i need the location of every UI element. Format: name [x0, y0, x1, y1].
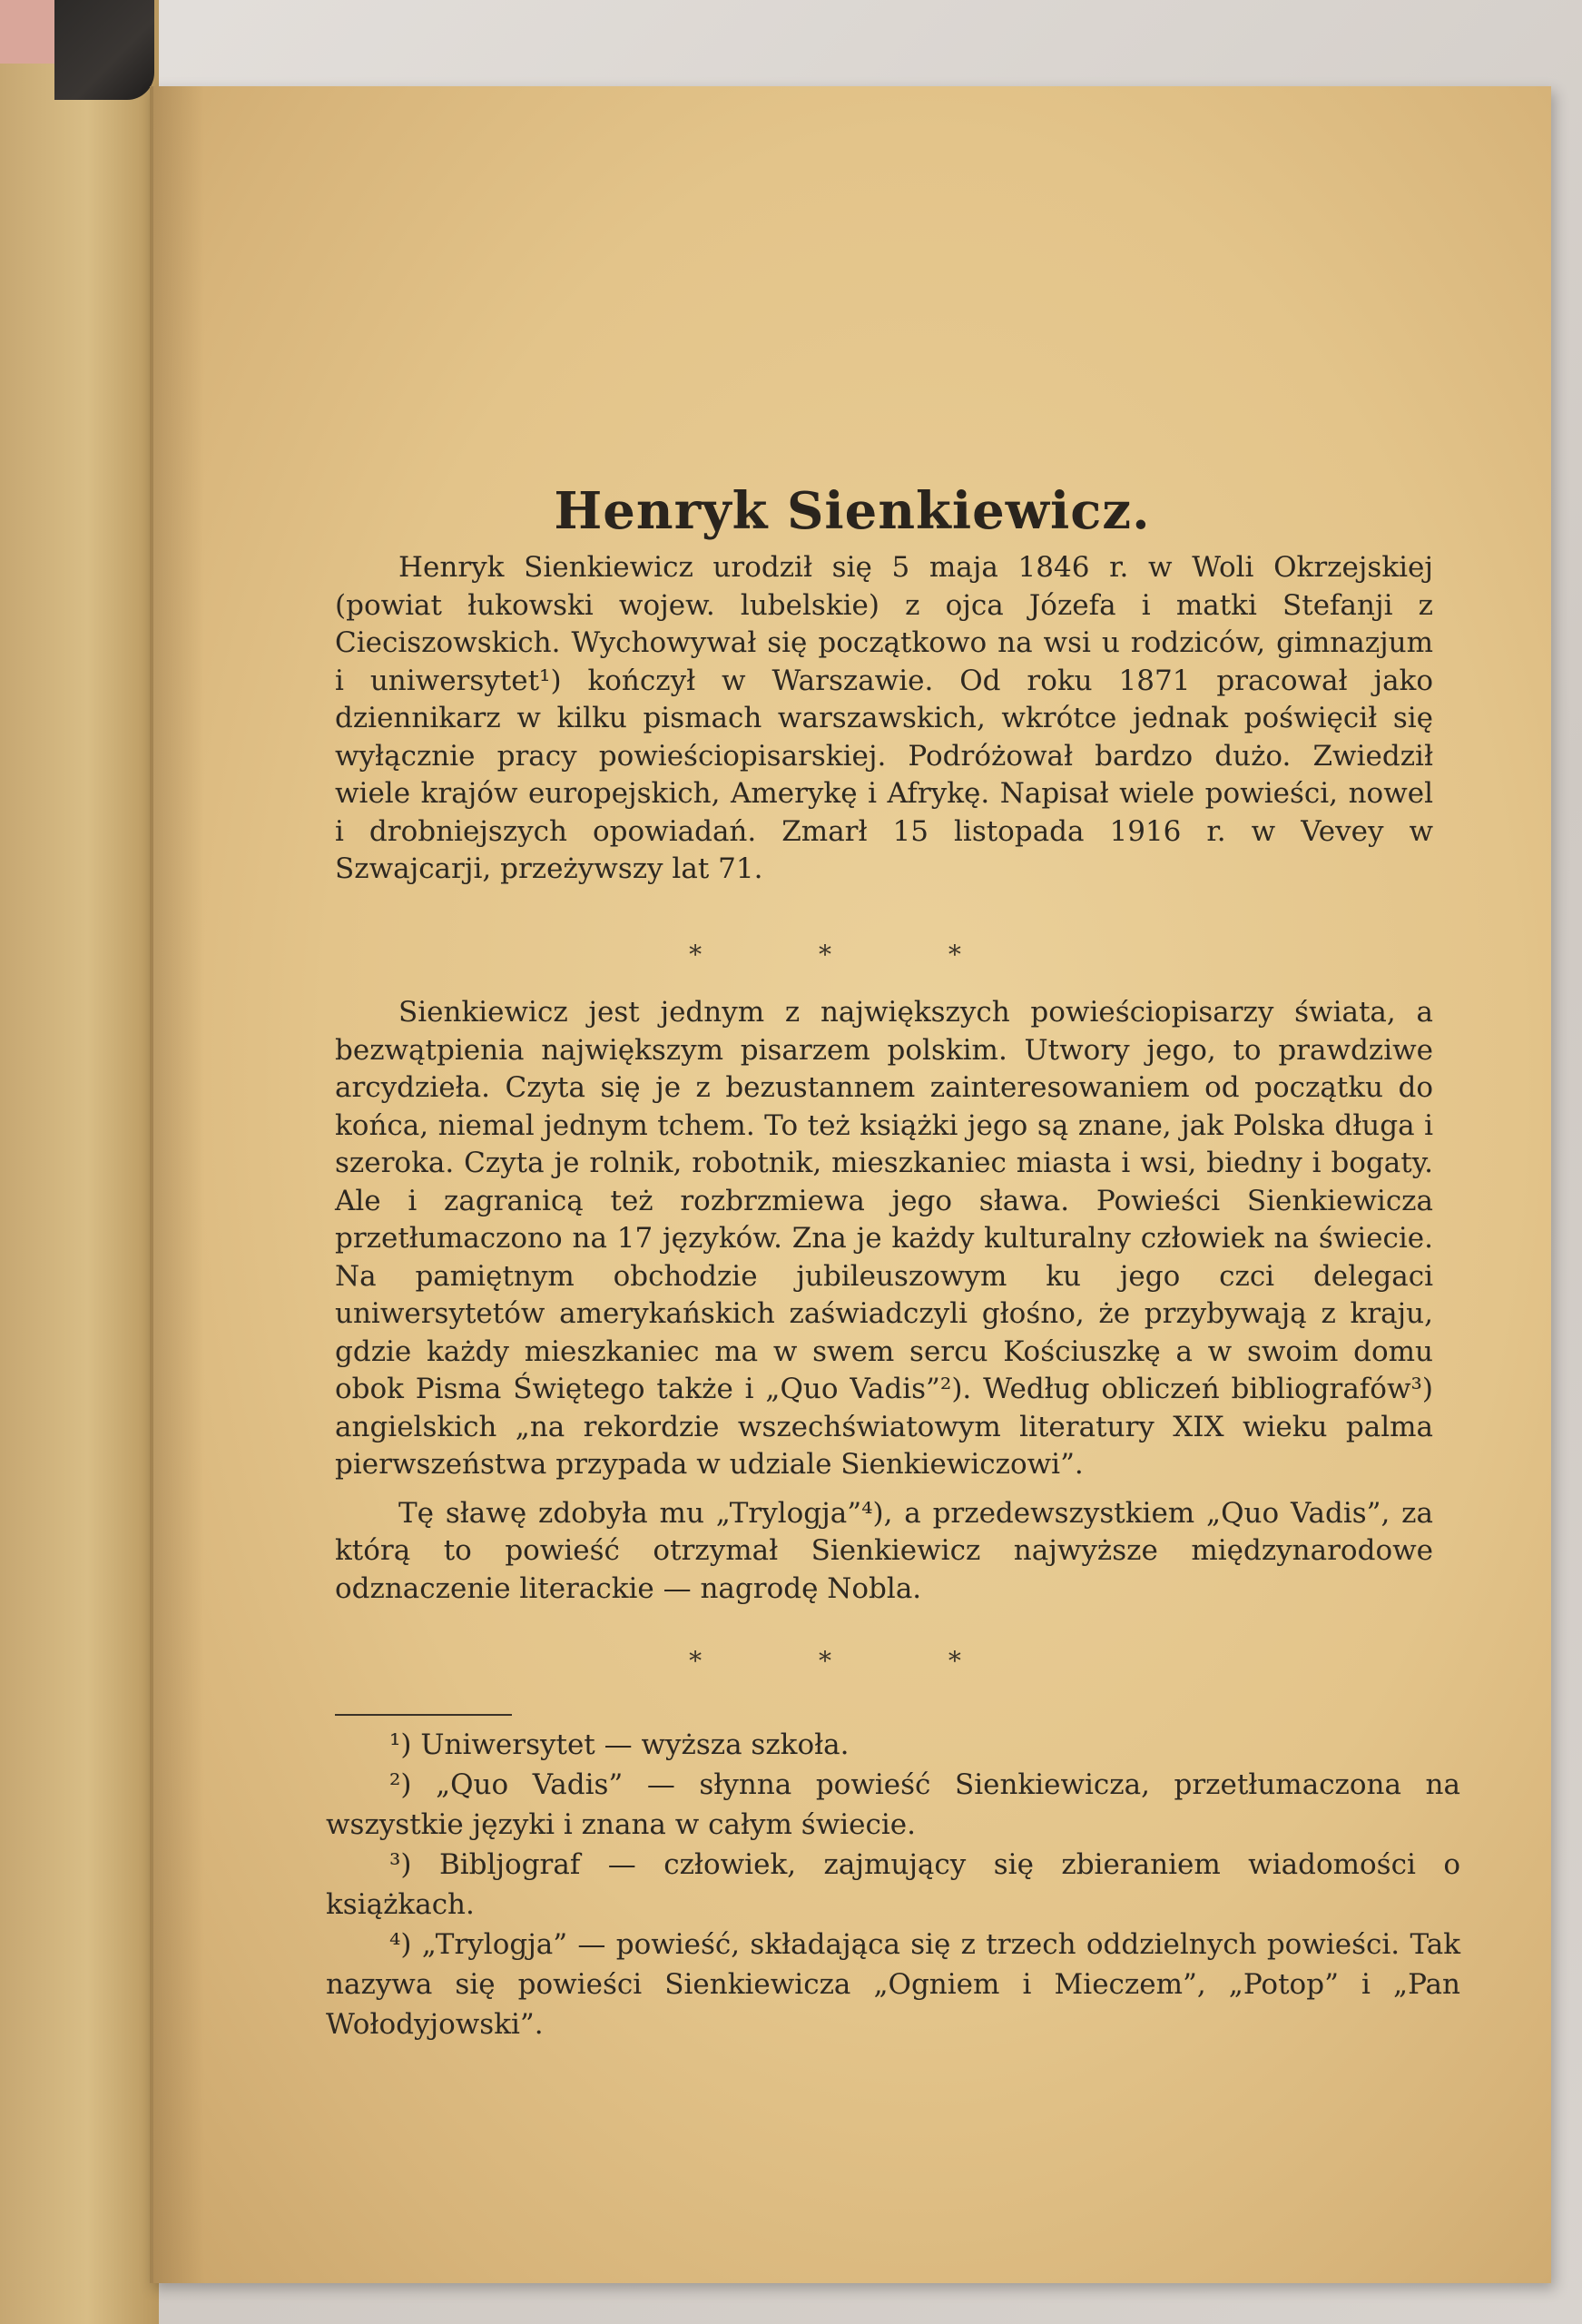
footnote-rule [335, 1714, 512, 1716]
footnotes [326, 1725, 1460, 2044]
section-separator-1: * * * [689, 940, 1016, 970]
footnote-3: ³) Bibljograf — człowiek, zajmujący się zbieraniem wiadomości o książkach. [326, 1848, 1460, 1921]
bio-text: Henryk Sienkiewicz urodził się 5 maja 1846 r. w Woli Okrzejskiej (powiat łukowski wojew. lubelskie) z ojca Józefa i matki Stefanji z Cieciszowskich. Wychowywał się początkowo na wsi u rodziców, gimnazjum i uniwersytet¹) kończył w Warszawie. Od roku 1871 pracował jako dziennikarz w kilku pismach warszawskich, wkrótce jednak poświęcił się wyłącznie pracy powieściopisarskiej. Podróżował bardzo dużo. Zwiedził wiele krajów europejskich, Amerykę i Afrykę. Napisał wiele powieści, nowel i drobniejszych opowiadań. Zmarł 15 listopada 1916 r. w Vevey w Szwajcarji, przeżywszy lat 71. [335, 551, 1433, 885]
section-separator-2: * * * [689, 1646, 1016, 1676]
essay-paragraph-1: Sienkiewicz jest jednym z największych powieściopisarzy świata, a bezwątpienia największym pisarzem polskim. Utwory jego, to prawdziwe arcydzieła. Czyta się je z bezustannem zainteresowaniem od początku do końca, niemal jednym tchem. To też książki jego są znane, jak Polska długa i szeroka. Czyta je rolnik, robotnik, mieszkaniec miasta i wsi, biedny i bogaty. Ale i zagranicą też rozbrzmiewa jego sława. Powieści Sienkiewicza przetłumaczono na 17 języków. Zna je każdy kulturalny człowiek na świecie. Na pamiętnym obchodzie jubileuszowym ku jego czci delegaci uniwersytetów amerykańskich zaświadczyli głośno, że przybywają z kraju, gdzie każdy mieszkaniec ma w swem sercu Kościuszkę a w swoim domu obok Pisma Świętego także i „Quo Vadis”²). Według obliczeń bibliografów³) angielskich „na rekordzie wszechświatowym literatury XIX wieku palma pierwszeństwa przypada w udziale Sienkiewiczowi”. [335, 996, 1433, 1481]
left-page-edge [0, 0, 159, 2324]
page-title: Henryk Sienkiewicz. [554, 481, 1151, 541]
book-cover-corner [54, 0, 154, 100]
footnote-1: ¹) Uniwersytet — wyższa szkoła. [389, 1728, 850, 1761]
biography-paragraph [335, 549, 1433, 889]
footnote-4: ⁴) „Trylogja” — powieść, składająca się z trzech oddzielnych powieści. Tak nazywa się powieści Sienkiewicza „Ogniem i Mieczem”, „Potop” i „Pan Wołodyjowski”. [326, 1928, 1460, 2041]
page-spine-shadow [150, 86, 204, 2283]
essay-paragraph-2: Tę sławę zdobyła mu „Trylogja”⁴), a przedewszystkiem „Quo Vadis”, za którą to powieść otrzymał Sienkiewicz najwyższe międzynarodowe odznaczenie literackie — nagrodę Nobla. [335, 1496, 1433, 1605]
footnote-2: ²) „Quo Vadis” — słynna powieść Sienkiewicza, przetłumaczona na wszystkie języki i znana w całym świecie. [326, 1768, 1460, 1841]
essay-section [335, 994, 1433, 1608]
book-page [150, 86, 1551, 2283]
